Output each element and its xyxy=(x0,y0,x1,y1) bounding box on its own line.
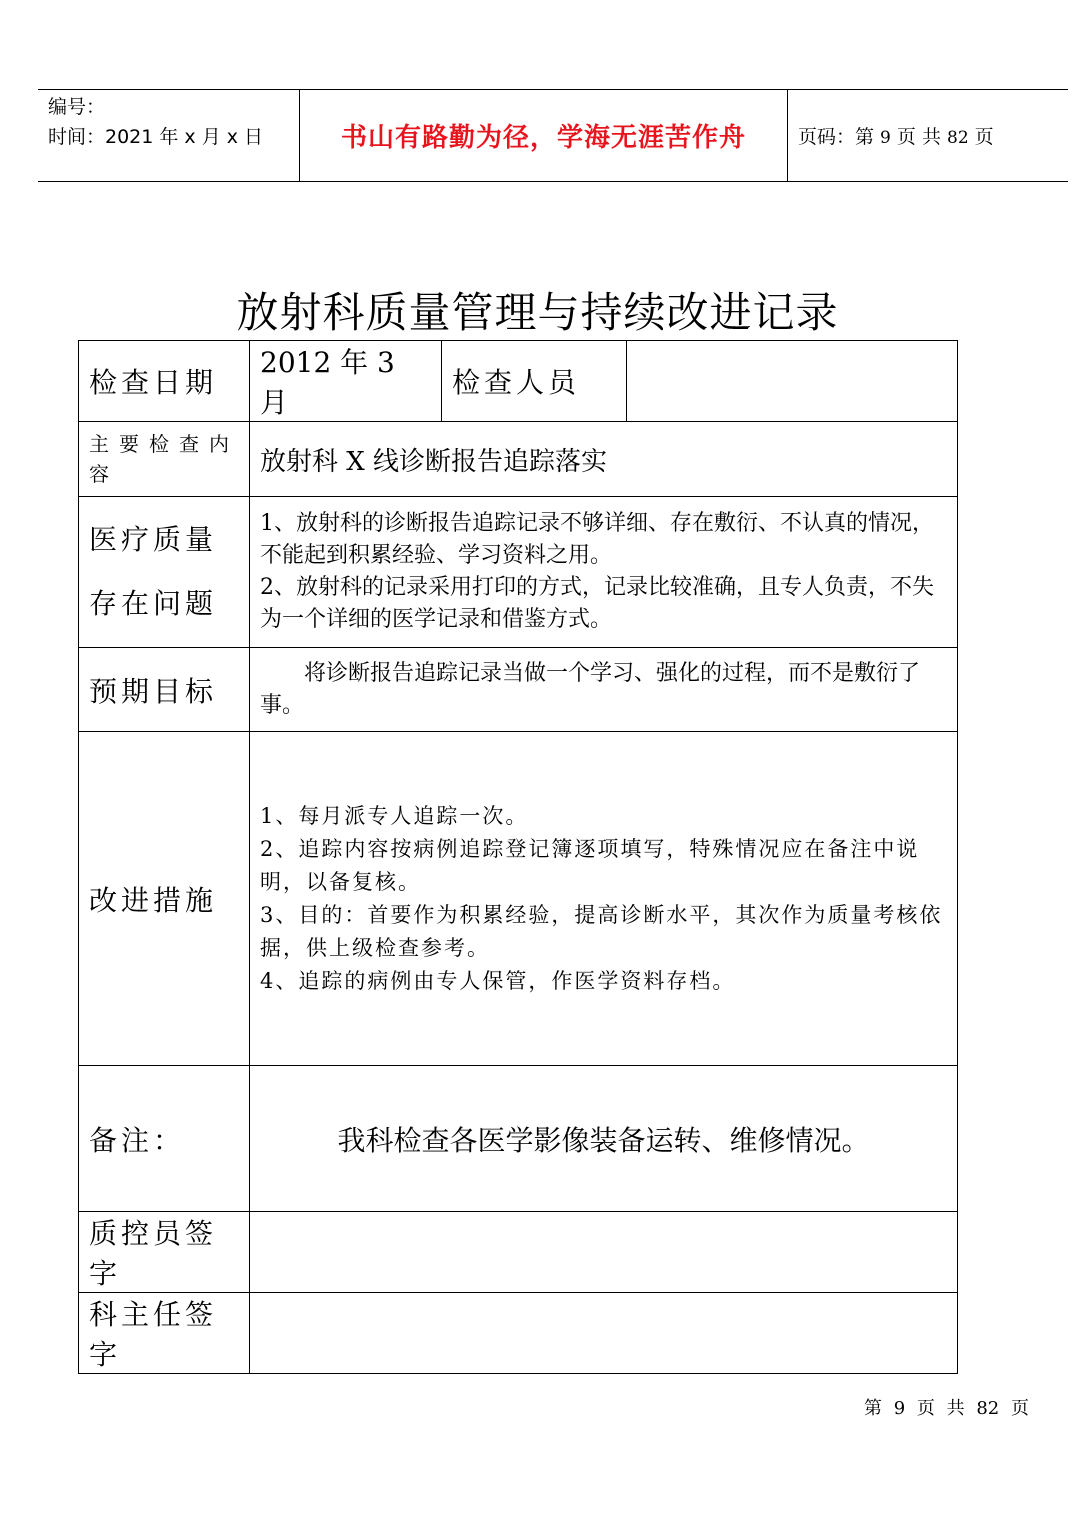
page-prefix: 页码：第 xyxy=(798,126,881,148)
page-suffix: 页 xyxy=(968,126,994,148)
check-date-label: 检查日期 xyxy=(79,341,250,422)
measure-item: 4、追踪的病例由专人保管，作医学资料存档。 xyxy=(260,968,736,993)
inspector-label: 检查人员 xyxy=(442,341,627,422)
content-label: 主要检查内容 xyxy=(79,422,250,497)
header-meta xyxy=(48,92,263,152)
row-goal xyxy=(79,648,958,732)
problems-label xyxy=(79,497,250,648)
director-sign-value xyxy=(250,1293,958,1374)
goal-label: 预期目标 xyxy=(79,648,250,732)
qc-sign-label: 质控员签字 xyxy=(79,1212,250,1293)
content-value: 放射科 X 线诊断报告追踪落实 xyxy=(250,422,958,497)
row-qc-sign xyxy=(79,1212,958,1293)
note-value: 我科检查各医学影像装备运转、维修情况。 xyxy=(250,1066,958,1212)
row-measures xyxy=(79,732,958,1066)
header-top-rule xyxy=(38,89,1068,90)
header-divider-right xyxy=(787,89,788,182)
row-check-date xyxy=(79,341,958,422)
measure-item: 1、每月派专人追踪一次。 xyxy=(260,803,529,828)
qc-sign-value xyxy=(250,1212,958,1293)
check-date-value: 2012 年 3 月 xyxy=(250,341,442,422)
measures-label: 改进措施 xyxy=(79,732,250,1066)
row-note xyxy=(79,1066,958,1212)
measure-item: 2、追踪内容按病例追踪登记簿逐项填写，特殊情况应在备注中说明，以备复核。 xyxy=(260,836,920,894)
page-footer: 第 9 页 共 82 页 xyxy=(864,1398,1029,1419)
problem-item: 1、放射科的诊断报告追踪记录不够详细、存在敷衍、不认真的情况，不能起到积累经验、学习资料之用。 xyxy=(260,511,934,568)
problems-label-line1: 医疗质量 xyxy=(89,523,218,556)
note-label: 备注： xyxy=(79,1066,250,1212)
inspector-value xyxy=(627,341,958,422)
problems-label-line2: 存在问题 xyxy=(89,587,218,620)
measures-value xyxy=(250,732,958,1066)
time-label: 时间：2021 年 x 月 x 日 xyxy=(48,126,264,148)
header-page-info xyxy=(798,122,994,149)
row-director-sign xyxy=(79,1293,958,1374)
document-title: 放射科质量管理与持续改进记录 xyxy=(236,288,839,337)
problems-value xyxy=(250,497,958,648)
goal-value: 将诊断报告追踪记录当做一个学习、强化的过程，而不是敷衍了事。 xyxy=(250,648,958,732)
page-mid: 页 共 xyxy=(890,126,947,148)
code-label: 编号： xyxy=(48,96,106,118)
row-problems xyxy=(79,497,958,648)
problem-item: 2、放射科的记录采用打印的方式，记录比较准确，且专人负责，不失为一个详细的医学记录和借鉴方式。 xyxy=(260,575,934,632)
measure-item: 3、目的：首要作为积累经验，提高诊断水平，其次作为质量考核依据，供上级检查参考。 xyxy=(260,902,943,960)
header-motto: 书山有路勤为径，学海无涯苦作舟 xyxy=(340,123,746,153)
page-total: 82 xyxy=(947,128,969,148)
page-number: 9 xyxy=(880,128,891,148)
director-sign-label: 科主任签字 xyxy=(79,1293,250,1374)
header-bottom-rule xyxy=(38,181,1068,182)
record-table xyxy=(78,340,958,1374)
row-content xyxy=(79,422,958,497)
